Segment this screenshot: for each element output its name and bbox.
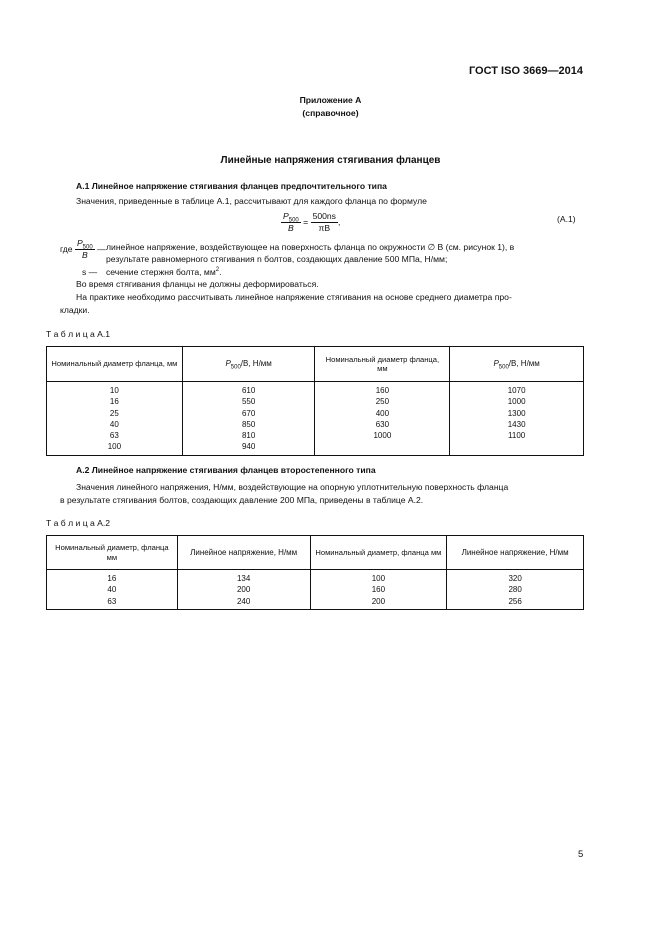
table-a2-caption: Т а б л и ц а А.2 bbox=[46, 518, 111, 528]
note-practice-line-2: кладки. bbox=[60, 305, 90, 315]
table-row: 10 610 160 1070 bbox=[47, 382, 584, 397]
definition-1-line-1: линейное напряжение, воздействующее на поверхность фланца по окружности ∅ B (см. рисунок 1), в bbox=[106, 242, 515, 252]
formula-lhs: $\frac{P_{500}}{B}$ bbox=[283, 211, 299, 234]
definition-2-symbol: s — bbox=[82, 267, 98, 277]
table-row: 100 940 bbox=[47, 441, 584, 455]
table-a2-header-diameter-2: Номинальный диаметр, фланца мм bbox=[310, 536, 447, 570]
table-row: 25 670 400 1300 bbox=[47, 408, 584, 419]
a1-intro: Значения, приведенные в таблице А.1, рассчитывают для каждого фланца по формуле bbox=[76, 196, 427, 206]
table-row: 16 134 100 320 bbox=[47, 570, 584, 585]
a2-heading: А.2 Линейное напряжение стягивания фланцев второстепенного типа bbox=[76, 465, 376, 475]
page-number: 5 bbox=[578, 849, 584, 860]
a2-text-line-1: Значения линейного напряжения, Н/мм, воздействующие на опорную уплотнительную поверхность фланца bbox=[76, 482, 509, 492]
note-practice-line-1: На практике необходимо рассчитывать линейное напряжение стягивания на основе среднего диаметра про- bbox=[76, 292, 512, 302]
appendix-title: Приложение А bbox=[299, 95, 362, 105]
formula-a1: $\frac{P_{500}}{B}$ = $\frac{500ns}{\pi B}$ , bbox=[283, 211, 341, 234]
table-a2-header-stress-2: Линейное напряжение, Н/мм bbox=[447, 536, 584, 570]
a1-heading: А.1 Линейное напряжение стягивания фланцев предпочтительного типа bbox=[76, 181, 387, 191]
standard-number: ГОСТ ISO 3669—2014 bbox=[468, 65, 583, 77]
table-row: 63 240 200 256 bbox=[47, 596, 584, 610]
definition-where: где $\frac{P_{500}}{B}$ — bbox=[60, 238, 106, 261]
table-a1 bbox=[46, 346, 584, 456]
a2-text-line-2: в результате стягивания болтов, создающих давление 200 МПа, приведены в таблице А.2. bbox=[60, 495, 424, 505]
table-a2-header-stress: Линейное напряжение, Н/мм bbox=[177, 536, 310, 570]
table-a1-header-diameter: Номинальный диаметр фланца, мм bbox=[47, 347, 183, 382]
formula-rhs: $\frac{500ns}{\pi B}$ bbox=[312, 211, 336, 234]
table-a1-caption: Т а б л и ц а А.1 bbox=[46, 329, 111, 339]
definition-1-line-2: результате равномерного стягивания n болтов, создающих давление 500 МПа, Н/мм; bbox=[106, 254, 448, 264]
table-a1-header-diameter-2: Номинальный диаметр фланца, мм bbox=[315, 347, 450, 382]
table-a2 bbox=[46, 535, 584, 610]
table-a1-header-stress: $P_{500}/B$, Н/мм bbox=[182, 347, 315, 382]
table-a1-header-stress-2: $P_{500}/B$, Н/мм bbox=[450, 347, 584, 382]
table-a2-header-diameter: Номинальный диаметр, фланца мм bbox=[47, 536, 178, 570]
table-row: 40 850 630 1430 bbox=[47, 419, 584, 430]
table-row: 63 810 1000 1100 bbox=[47, 430, 584, 441]
table-row: 40 200 160 280 bbox=[47, 584, 584, 595]
definition-symbol: $\frac{P_{500}}{B}$ bbox=[76, 238, 93, 261]
note-no-deformation: Во время стягивания фланцы не должны деформироваться. bbox=[76, 279, 319, 289]
appendix-note: (справочное) bbox=[302, 108, 359, 118]
table-row: 16 550 250 1000 bbox=[47, 396, 584, 407]
section-title: Линейные напряжения стягивания фланцев bbox=[220, 155, 441, 166]
formula-number: (А.1) bbox=[557, 214, 576, 224]
definition-2-text: сечение стержня болта, $мм^2$. bbox=[106, 267, 222, 277]
